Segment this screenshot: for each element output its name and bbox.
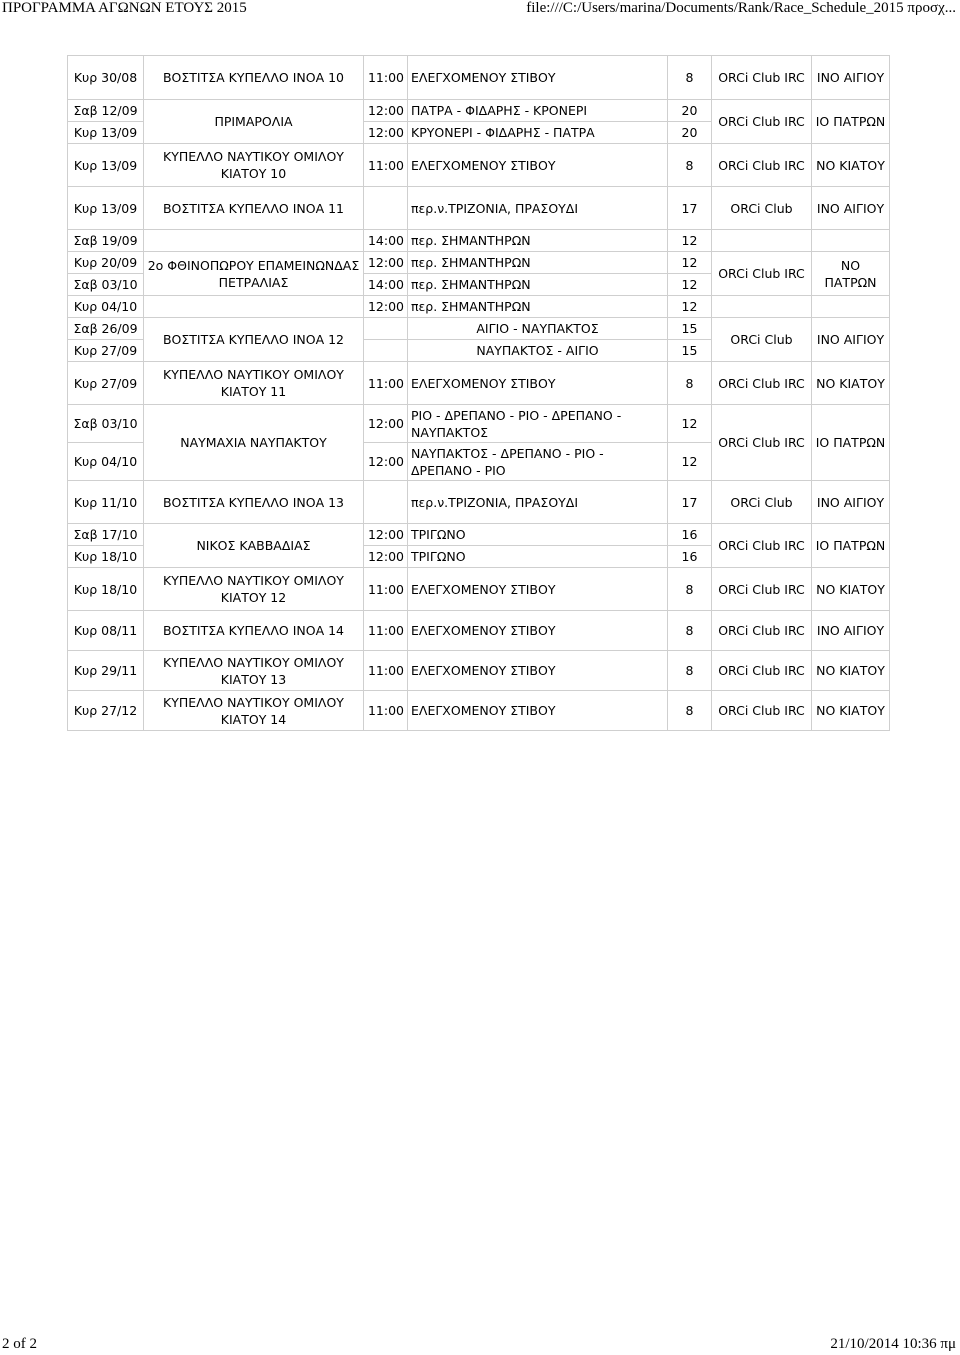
- race-course: περ. ΣΗΜΑΝΤΗΡΩΝ: [408, 252, 668, 274]
- race-club: ΙΝΟ ΑΙΓΙΟΥ: [812, 611, 890, 651]
- race-event: ΝΑΥΜΑΧΙΑ ΝΑΥΠΑΚΤΟΥ: [144, 405, 364, 481]
- race-date: Σαβ 17/10: [68, 524, 144, 546]
- race-course: ΕΛΕΓΧΟΜΕΝΟΥ ΣΤΙΒΟΥ: [408, 611, 668, 651]
- table-row: [68, 568, 890, 611]
- race-course: περ. ΣΗΜΑΝΤΗΡΩΝ: [408, 230, 668, 252]
- race-distance: 20: [668, 122, 712, 144]
- race-event: ΒΟΣΤΙΤΣΑ ΚΥΠΕΛΛΟ ΙΝΟΑ 12: [144, 318, 364, 362]
- race-time: 14:00: [364, 274, 408, 296]
- file-path: file:///C:/Users/marina/Documents/Rank/Race_Schedule_2015 προσχ...: [526, 0, 956, 16]
- race-time: 14:00: [364, 230, 408, 252]
- race-class: ORCi Club: [712, 187, 812, 230]
- race-time: 12:00: [364, 100, 408, 122]
- table-row: [68, 100, 890, 122]
- race-event: ΠΡΙΜΑΡΟΛΙΑ: [144, 100, 364, 144]
- race-event: ΚΥΠΕΛΛΟ ΝΑΥΤΙΚΟΥ ΟΜΙΛΟΥ ΚΙΑΤΟΥ 13: [144, 651, 364, 691]
- race-time: 12:00: [364, 443, 408, 481]
- print-header: [0, 0, 960, 20]
- race-course: ΝΑΥΠΑΚΤΟΣ - ΔΡΕΠΑΝΟ - ΡΙΟ - ΔΡΕΠΑΝΟ - ΡΙΟ: [408, 443, 668, 481]
- race-distance: 15: [668, 340, 712, 362]
- race-course: ΕΛΕΓΧΟΜΕΝΟΥ ΣΤΙΒΟΥ: [408, 568, 668, 611]
- race-class: ORCi Club IRC: [712, 144, 812, 187]
- race-event: ΒΟΣΤΙΤΣΑ ΚΥΠΕΛΛΟ ΙΝΟΑ 10: [144, 56, 364, 100]
- race-club: ΙΝΟ ΑΙΓΙΟΥ: [812, 318, 890, 362]
- race-time: 12:00: [364, 122, 408, 144]
- race-club: ΝΟ ΠΑΤΡΩΝ: [812, 252, 890, 296]
- table-row: [68, 524, 890, 546]
- race-class: ORCi Club IRC: [712, 100, 812, 144]
- race-time: 11:00: [364, 651, 408, 691]
- race-time: [364, 340, 408, 362]
- race-date: Κυρ 29/11: [68, 651, 144, 691]
- race-event: ΚΥΠΕΛΛΟ ΝΑΥΤΙΚΟΥ ΟΜΙΛΟΥ ΚΙΑΤΟΥ 12: [144, 568, 364, 611]
- race-date: Κυρ 13/09: [68, 144, 144, 187]
- race-course: ΕΛΕΓΧΟΜΕΝΟΥ ΣΤΙΒΟΥ: [408, 651, 668, 691]
- race-club: ΙΟ ΠΑΤΡΩΝ: [812, 405, 890, 481]
- table-row: [68, 691, 890, 731]
- race-time: 11:00: [364, 691, 408, 731]
- race-course: ΕΛΕΓΧΟΜΕΝΟΥ ΣΤΙΒΟΥ: [408, 144, 668, 187]
- table-row: [68, 405, 890, 443]
- race-course: ΕΛΕΓΧΟΜΕΝΟΥ ΣΤΙΒΟΥ: [408, 362, 668, 405]
- table-row: [68, 362, 890, 405]
- race-class: ORCi Club IRC: [712, 651, 812, 691]
- race-club: ΝΟ ΚΙΑΤΟΥ: [812, 691, 890, 731]
- race-distance: 8: [668, 56, 712, 100]
- table-row: [68, 187, 890, 230]
- race-time: [364, 318, 408, 340]
- race-date: Κυρ 11/10: [68, 481, 144, 524]
- race-class: ORCi Club: [712, 318, 812, 362]
- race-club: ΝΟ ΚΙΑΤΟΥ: [812, 144, 890, 187]
- race-distance: 8: [668, 568, 712, 611]
- race-time: 11:00: [364, 56, 408, 100]
- table-row: [68, 252, 890, 274]
- race-event: 2ο ΦΘΙΝΟΠΩΡΟΥ ΕΠΑΜΕΙΝΩΝΔΑΣ ΠΕΤΡΑΛΙΑΣ: [144, 252, 364, 296]
- race-club: ΝΟ ΚΙΑΤΟΥ: [812, 362, 890, 405]
- race-course: ΤΡΙΓΩΝΟ: [408, 546, 668, 568]
- race-date: Κυρ 18/10: [68, 568, 144, 611]
- race-time: 11:00: [364, 568, 408, 611]
- race-date: Κυρ 13/09: [68, 122, 144, 144]
- race-class: ORCi Club IRC: [712, 362, 812, 405]
- race-course: ΠΑΤΡΑ - ΦΙΔΑΡΗΣ - ΚΡΟΝΕΡΙ: [408, 100, 668, 122]
- race-distance: 8: [668, 362, 712, 405]
- document-title: ΠΡΟΓΡΑΜΜΑ ΑΓΩΝΩΝ ΕΤΟΥΣ 2015: [2, 0, 247, 16]
- race-event: ΚΥΠΕΛΛΟ ΝΑΥΤΙΚΟΥ ΟΜΙΛΟΥ ΚΙΑΤΟΥ 11: [144, 362, 364, 405]
- race-time: [364, 187, 408, 230]
- race-course: ΕΛΕΓΧΟΜΕΝΟΥ ΣΤΙΒΟΥ: [408, 56, 668, 100]
- race-date: Κυρ 08/11: [68, 611, 144, 651]
- race-distance: 12: [668, 252, 712, 274]
- race-course: περ. ΣΗΜΑΝΤΗΡΩΝ: [408, 274, 668, 296]
- table-row: [68, 611, 890, 651]
- race-course: περ.ν.ΤΡΙΖΟΝΙΑ, ΠΡΑΣΟΥΔΙ: [408, 187, 668, 230]
- race-distance: 17: [668, 187, 712, 230]
- race-class: ORCi Club IRC: [712, 56, 812, 100]
- race-event: ΒΟΣΤΙΤΣΑ ΚΥΠΕΛΛΟ ΙΝΟΑ 11: [144, 187, 364, 230]
- race-class: ORCi Club IRC: [712, 524, 812, 568]
- table-row: [68, 481, 890, 524]
- race-date: Κυρ 20/09: [68, 252, 144, 274]
- race-time: [364, 481, 408, 524]
- race-event: ΚΥΠΕΛΛΟ ΝΑΥΤΙΚΟΥ ΟΜΙΛΟΥ ΚΙΑΤΟΥ 14: [144, 691, 364, 731]
- print-footer: [0, 1333, 960, 1355]
- table-row: [68, 56, 890, 100]
- race-time: 12:00: [364, 405, 408, 443]
- race-time: 12:00: [364, 252, 408, 274]
- race-course: ΕΛΕΓΧΟΜΕΝΟΥ ΣΤΙΒΟΥ: [408, 691, 668, 731]
- race-date: Σαβ 26/09: [68, 318, 144, 340]
- race-distance: 15: [668, 318, 712, 340]
- race-class: ORCi Club IRC: [712, 611, 812, 651]
- race-distance: 12: [668, 405, 712, 443]
- race-course: ΚΡΥΟΝΕΡΙ - ΦΙΔΑΡΗΣ - ΠΑΤΡΑ: [408, 122, 668, 144]
- race-distance: 8: [668, 651, 712, 691]
- print-timestamp: 21/10/2014 10:36 πμ: [830, 1336, 956, 1352]
- race-date: Κυρ 27/09: [68, 340, 144, 362]
- table-row: [68, 318, 890, 340]
- race-date: Σαβ 03/10: [68, 405, 144, 443]
- race-distance: 16: [668, 546, 712, 568]
- race-time: 11:00: [364, 144, 408, 187]
- race-event: ΚΥΠΕΛΛΟ ΝΑΥΤΙΚΟΥ ΟΜΙΛΟΥ ΚΙΑΤΟΥ 10: [144, 144, 364, 187]
- table-row: [68, 230, 890, 252]
- race-class: ORCi Club IRC: [712, 568, 812, 611]
- race-date: Κυρ 27/12: [68, 691, 144, 731]
- race-date: Σαβ 12/09: [68, 100, 144, 122]
- race-date: Κυρ 04/10: [68, 443, 144, 481]
- race-time: 11:00: [364, 611, 408, 651]
- race-course: ΤΡΙΓΩΝΟ: [408, 524, 668, 546]
- race-date: Κυρ 30/08: [68, 56, 144, 100]
- race-date: Κυρ 18/10: [68, 546, 144, 568]
- race-distance: 20: [668, 100, 712, 122]
- table-row: [68, 651, 890, 691]
- race-date: Κυρ 27/09: [68, 362, 144, 405]
- race-distance: 12: [668, 274, 712, 296]
- race-class: ORCi Club: [712, 481, 812, 524]
- race-course: ΡΙΟ - ΔΡΕΠΑΝΟ - ΡΙΟ - ΔΡΕΠΑΝΟ - ΝΑΥΠΑΚΤΟΣ: [408, 405, 668, 443]
- race-distance: 12: [668, 296, 712, 318]
- race-course: ΑΙΓΙΟ - ΝΑΥΠΑΚΤΟΣ: [408, 318, 668, 340]
- page-number: 2 of 2: [2, 1336, 37, 1352]
- race-club: ΙΟ ΠΑΤΡΩΝ: [812, 524, 890, 568]
- race-event: ΒΟΣΤΙΤΣΑ ΚΥΠΕΛΛΟ ΙΝΟΑ 13: [144, 481, 364, 524]
- race-distance: 17: [668, 481, 712, 524]
- race-club: ΙΝΟ ΑΙΓΙΟΥ: [812, 187, 890, 230]
- race-distance: 8: [668, 691, 712, 731]
- race-club: ΙΝΟ ΑΙΓΙΟΥ: [812, 481, 890, 524]
- race-course: περ.ν.ΤΡΙΖΟΝΙΑ, ΠΡΑΣΟΥΔΙ: [408, 481, 668, 524]
- race-time: 12:00: [364, 524, 408, 546]
- race-club: ΙΟ ΠΑΤΡΩΝ: [812, 100, 890, 144]
- race-distance: 12: [668, 230, 712, 252]
- race-date: Σαβ 03/10: [68, 274, 144, 296]
- race-club: ΝΟ ΚΙΑΤΟΥ: [812, 568, 890, 611]
- race-club: ΝΟ ΚΙΑΤΟΥ: [812, 651, 890, 691]
- race-date: Σαβ 19/09: [68, 230, 144, 252]
- race-event: ΝΙΚΟΣ ΚΑΒΒΑΔΙΑΣ: [144, 524, 364, 568]
- race-schedule-table: [67, 55, 890, 731]
- race-course: ΝΑΥΠΑΚΤΟΣ - ΑΙΓΙΟ: [408, 340, 668, 362]
- race-club: ΙΝΟ ΑΙΓΙΟΥ: [812, 56, 890, 100]
- race-date: Κυρ 04/10: [68, 296, 144, 318]
- race-time: 12:00: [364, 546, 408, 568]
- race-course: περ. ΣΗΜΑΝΤΗΡΩΝ: [408, 296, 668, 318]
- race-time: 11:00: [364, 362, 408, 405]
- race-date: Κυρ 13/09: [68, 187, 144, 230]
- table-row: [68, 144, 890, 187]
- table-row: [68, 296, 890, 318]
- race-event: ΒΟΣΤΙΤΣΑ ΚΥΠΕΛΛΟ ΙΝΟΑ 14: [144, 611, 364, 651]
- race-distance: 8: [668, 144, 712, 187]
- race-distance: 16: [668, 524, 712, 546]
- race-class: ORCi Club IRC: [712, 691, 812, 731]
- race-class: ORCi Club IRC: [712, 405, 812, 481]
- race-distance: 12: [668, 443, 712, 481]
- race-distance: 8: [668, 611, 712, 651]
- race-time: 12:00: [364, 296, 408, 318]
- race-class: ORCi Club IRC: [712, 252, 812, 296]
